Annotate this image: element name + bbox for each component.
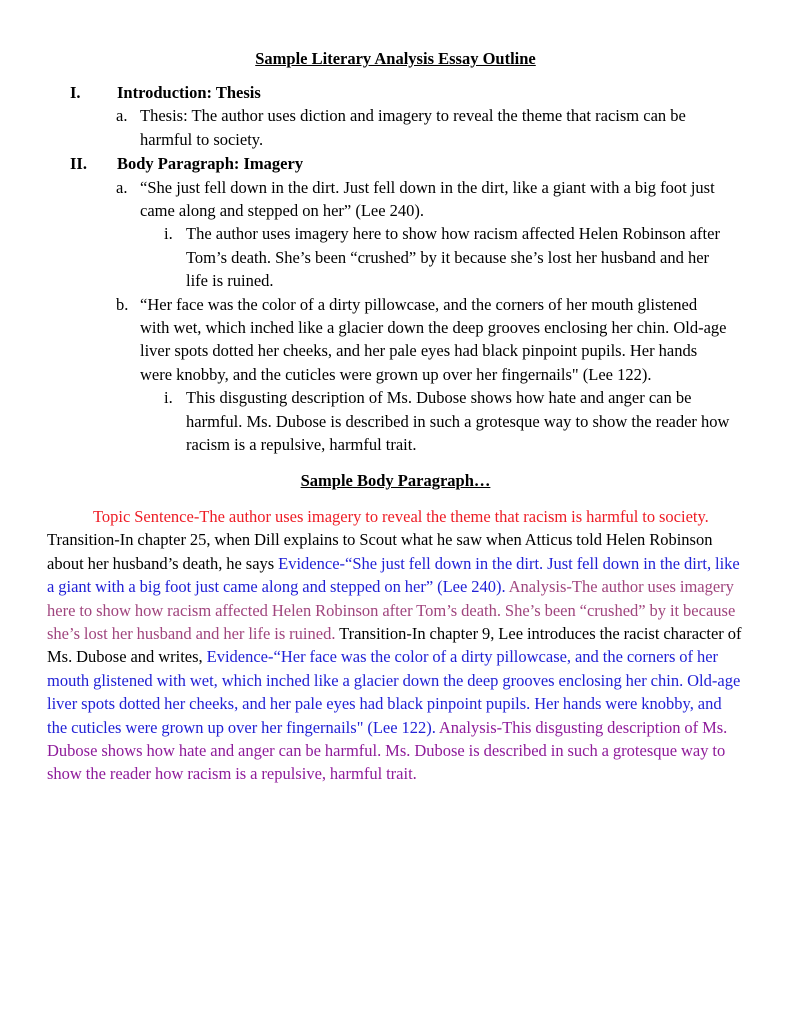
outline-section-2: [0, 152, 791, 175]
subitem-label: i.: [164, 224, 173, 244]
subitem-text: This disgusting description of Ms. Dubose shows how hate and anger can be harmful. Ms. Dubose is described in such a grotesque way to show the reader how racism is a repulsive, harmful trait.: [186, 388, 730, 455]
evidence-1: Evidence-“She just fell down in the dirt. Just fell down in the dirt, like a giant with a big foot just came along and stepped on her” (Lee 240).: [47, 553, 740, 597]
subitem-label: i.: [164, 388, 173, 408]
outline-item-thesis: [116, 104, 730, 151]
item-label: b.: [116, 294, 129, 314]
section-numeral: I.: [70, 83, 81, 102]
item-label: a.: [116, 106, 128, 126]
outline-subitem-analysis-b: [164, 386, 731, 456]
subitem-text: The author uses imagery here to show how racism affected Helen Robinson after Tom’s death. She’s been “crushed” by it because she’s lost her husband and her life is ruined.: [186, 224, 720, 291]
section-heading: Introduction: Thesis: [117, 83, 261, 102]
outline-title: Sample Literary Analysis Essay Outline: [255, 49, 536, 68]
topic-sentence: Topic Sentence-The author uses imagery to reveal the theme that racism is harmful to society.: [93, 507, 709, 526]
item-text: Thesis: The author uses diction and imagery to reveal the theme that racism can be harmful to society.: [140, 106, 686, 149]
outline-item-quote-a: [116, 176, 730, 223]
analysis-1: Analysis-The author uses imagery here to show how racism affected Helen Robinson after Tom’s death. She’s been “crushed” by it because she’s lost her husband and her life is ruined.: [47, 577, 736, 644]
transition-1: Transition-In chapter 25, when Dill explains to Scout what he saw when Atticus told Helen Robinson about her husband’s death, he says: [47, 530, 713, 573]
outline-item-quote-b: [116, 293, 730, 387]
essay-outline: [0, 80, 791, 457]
outline-section-1: [0, 81, 791, 104]
sample-body-paragraph: [47, 505, 744, 786]
evidence-2: Evidence-“Her face was the color of a dirty pillowcase, and the corners of her mouth glistened with wet, which inched like a glacier down the deep grooves enclosing her chin. Old-age liver spots dotted her cheeks, and her pale eyes had black pinpoint pupils. Her hands were knobby, and the cuticles were grown up over her fingernails" (Lee 122).: [47, 647, 741, 737]
outline-subitem-analysis-a: [164, 222, 731, 292]
section-heading: Body Paragraph: Imagery: [117, 154, 304, 174]
section-numeral: II.: [70, 154, 87, 174]
item-label: a.: [116, 177, 128, 197]
item-text: “Her face was the color of a dirty pillowcase, and the corners of her mouth glistened with wet, which inched like a glacier down the deep grooves enclosing her chin. Old-age liver spots dotted her cheeks, and her pale eyes had black pinpoint pupils. Her hands were knobby, and the cuticles were grown up over her fingernails" (Lee 122).: [140, 294, 727, 384]
item-text: “She just fell down in the dirt. Just fell down in the dirt, like a giant with a big foot just came along and stepped on her” (Lee 240).: [140, 177, 715, 221]
sample-paragraph-title: Sample Body Paragraph…: [300, 471, 491, 490]
transition-2: Transition-In chapter 9, Lee introduces the racist character of Ms. Dubose and writes,: [47, 624, 742, 667]
analysis-2: Analysis-This disgusting description of Ms. Dubose shows how hate and anger can be harmful. Ms. Dubose is described in such a grotesque way to show the reader how racism is a repulsive, harmful trait.: [47, 717, 728, 784]
